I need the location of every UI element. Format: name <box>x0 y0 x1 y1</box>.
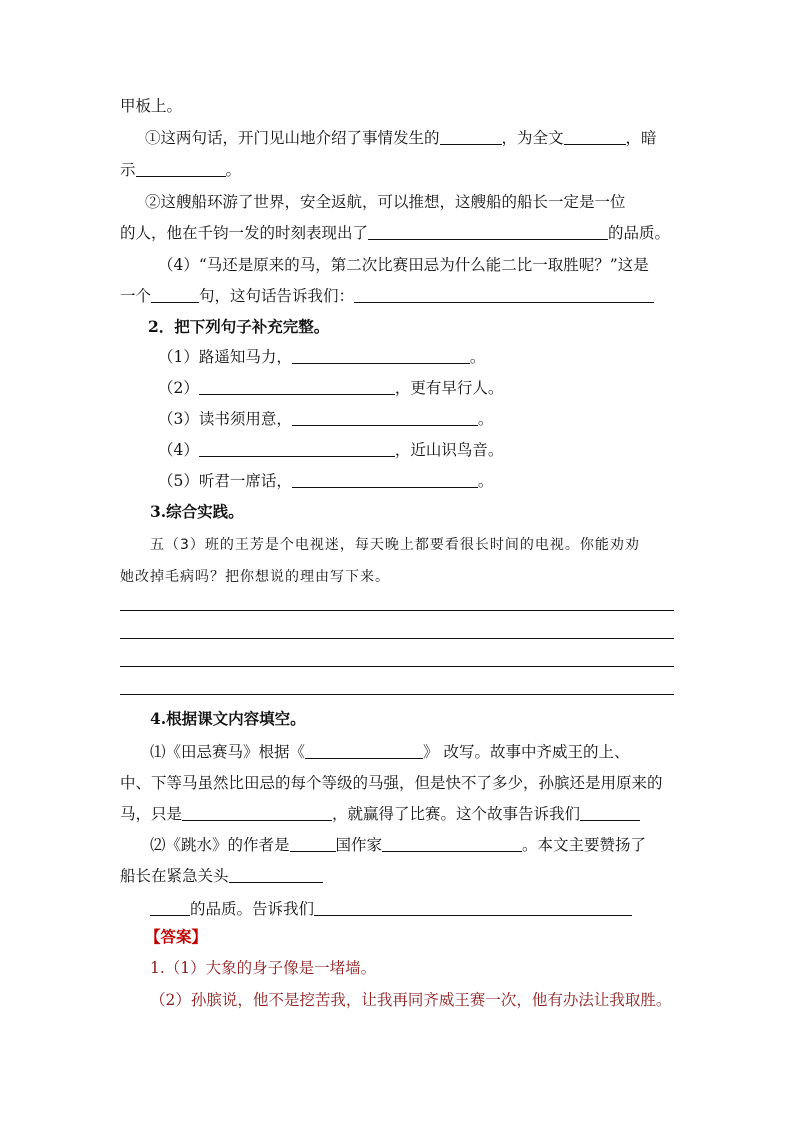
answer-blank[interactable] <box>182 804 332 821</box>
question-line: 示 。 <box>120 161 242 179</box>
writing-line[interactable] <box>120 610 674 611</box>
question-line: ⑵《跳水》的作者是 国作家 。本文主要赞扬了 <box>150 836 647 854</box>
fill-item: （3）读书须用意， 。 <box>158 410 494 428</box>
answer-blank[interactable] <box>354 286 654 303</box>
question-line: 一个 句，这句话告诉我们： <box>120 286 654 306</box>
writing-line[interactable] <box>120 666 674 667</box>
prompt-text: 五（3）班的王芳是个电视迷，每天晚上都要看很长时间的电视。你能劝劝 <box>150 537 640 553</box>
answer-blank[interactable] <box>150 899 190 916</box>
question-line: 的人，他在千钧一发的时刻表现出了 的品质。 <box>120 224 671 242</box>
answer-blank[interactable] <box>305 742 423 759</box>
section-heading: 2．把下列句子补充完整。 <box>148 317 330 336</box>
question-line: ①这两句话，开门见山地介绍了事情发生的 ，为全文 ，暗 <box>145 129 657 147</box>
fill-item: （2） ，更有早行人。 <box>158 379 504 397</box>
answer-blank[interactable] <box>440 128 502 145</box>
question-line: 的品质。告诉我们 <box>150 899 632 919</box>
answer-blank[interactable] <box>382 835 522 852</box>
answer-blank[interactable] <box>292 409 478 426</box>
question-line: ⑴《田忌赛马》根据《 》 改写。故事中齐威王的上、 <box>150 743 630 761</box>
answer-blank[interactable] <box>136 160 226 177</box>
answer-blank[interactable] <box>314 899 632 916</box>
prompt-text: 她改掉毛病吗？把你想说的理由写下来。 <box>120 569 390 585</box>
question-line: 马，只是 ，就赢得了比赛。这个故事告诉我们 <box>120 804 640 824</box>
writing-line[interactable] <box>120 638 674 639</box>
question-line: （4）“马还是原来的马，第二次比赛田忌为什么能二比一取胜呢？”这是 <box>158 256 649 274</box>
fill-item: （5）听君一席话， 。 <box>158 472 494 490</box>
answer-blank[interactable] <box>151 286 199 303</box>
section-heading: 3.综合实践。 <box>150 502 244 521</box>
question-line: 船长在紧急关头 <box>120 866 323 886</box>
section-heading: 4.根据课文内容填空。 <box>150 709 306 728</box>
answer-blank[interactable] <box>292 471 478 488</box>
answer-blank[interactable] <box>199 378 395 395</box>
answer-blank[interactable] <box>368 223 608 240</box>
text-line: 甲板上。 <box>120 97 183 115</box>
fill-item: （4） ，近山识鸟音。 <box>158 441 504 459</box>
answer-blank[interactable] <box>292 347 470 364</box>
answer-blank[interactable] <box>564 128 626 145</box>
answer-heading: 【答案】 <box>145 927 208 946</box>
fill-item: （1）路遥知马力， 。 <box>158 348 486 366</box>
answer-blank[interactable] <box>290 835 336 852</box>
answer-blank[interactable] <box>199 440 395 457</box>
answer-line: 1.（1）大象的身子像是一堵墙。 <box>150 959 377 977</box>
question-line: ②这艘船环游了世界，安全返航，可以推想，这艘船的船长一定是一位 <box>145 193 626 211</box>
answer-blank[interactable] <box>580 804 640 821</box>
answer-line: （2）孙膑说，他不是挖苦我，让我再同齐威王赛一次，他有办法让我取胜。 <box>150 991 672 1009</box>
writing-line[interactable] <box>120 694 674 695</box>
answer-blank[interactable] <box>229 866 323 883</box>
text-line: 中、下等马虽然比田忌的每个等级的马强，但是快不了多少，孙膑还是用原来的 <box>120 774 663 792</box>
